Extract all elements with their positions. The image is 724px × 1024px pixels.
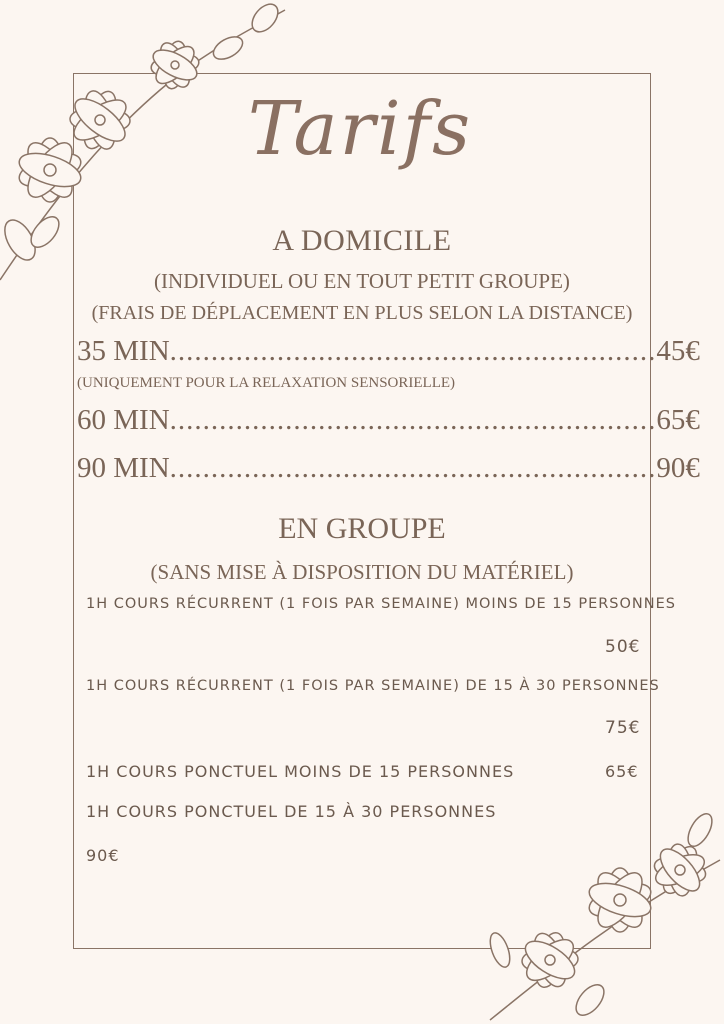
duration-label: 35 MIN <box>77 335 170 367</box>
groupe-item-label: 1H COURS PONCTUEL MOINS DE 15 PERSONNES <box>86 762 515 781</box>
price-value: 90€ <box>656 452 700 484</box>
leader-dots: ........................................................... <box>169 404 657 436</box>
floral-corner-bottom-right-icon <box>470 800 724 1024</box>
groupe-item-label: 1H COURS PONCTUEL DE 15 À 30 PERSONNES <box>86 802 497 821</box>
page-title: Tarifs <box>247 86 473 172</box>
groupe-item-price: 90€ <box>86 846 120 865</box>
price-row-90 <box>77 452 700 485</box>
price-value: 45€ <box>656 335 700 367</box>
domicile-heading: A DOMICILE <box>272 224 452 257</box>
groupe-subtitle: (SANS MISE À DISPOSITION DU MATÉRIEL) <box>150 560 574 584</box>
leader-dots: ........................................................... <box>169 335 657 367</box>
price-row-35 <box>77 335 700 368</box>
price-value: 65€ <box>656 404 700 436</box>
leader-dots: ........................................................... <box>169 452 657 484</box>
groupe-item-price: 50€ <box>605 637 641 657</box>
duration-label: 60 MIN <box>77 404 170 436</box>
groupe-item-label: 1H COURS RÉCURRENT (1 FOIS PAR SEMAINE) MOINS DE 15 PERSONNES <box>86 596 676 612</box>
groupe-item-price: 75€ <box>605 718 641 738</box>
price-note-35: (UNIQUEMENT POUR LA RELAXATION SENSORIELLE) <box>77 375 456 391</box>
domicile-note: (FRAIS DE DÉPLACEMENT EN PLUS SELON LA DISTANCE) <box>91 302 633 324</box>
duration-label: 90 MIN <box>77 452 170 484</box>
groupe-item-price: 65€ <box>605 762 639 781</box>
domicile-subtitle: (INDIVIDUEL OU EN TOUT PETIT GROUPE) <box>154 269 570 293</box>
groupe-item-label: 1H COURS RÉCURRENT (1 FOIS PAR SEMAINE) DE 15 À 30 PERSONNES <box>86 678 660 694</box>
groupe-heading: EN GROUPE <box>278 512 446 545</box>
price-row-60 <box>77 404 700 437</box>
